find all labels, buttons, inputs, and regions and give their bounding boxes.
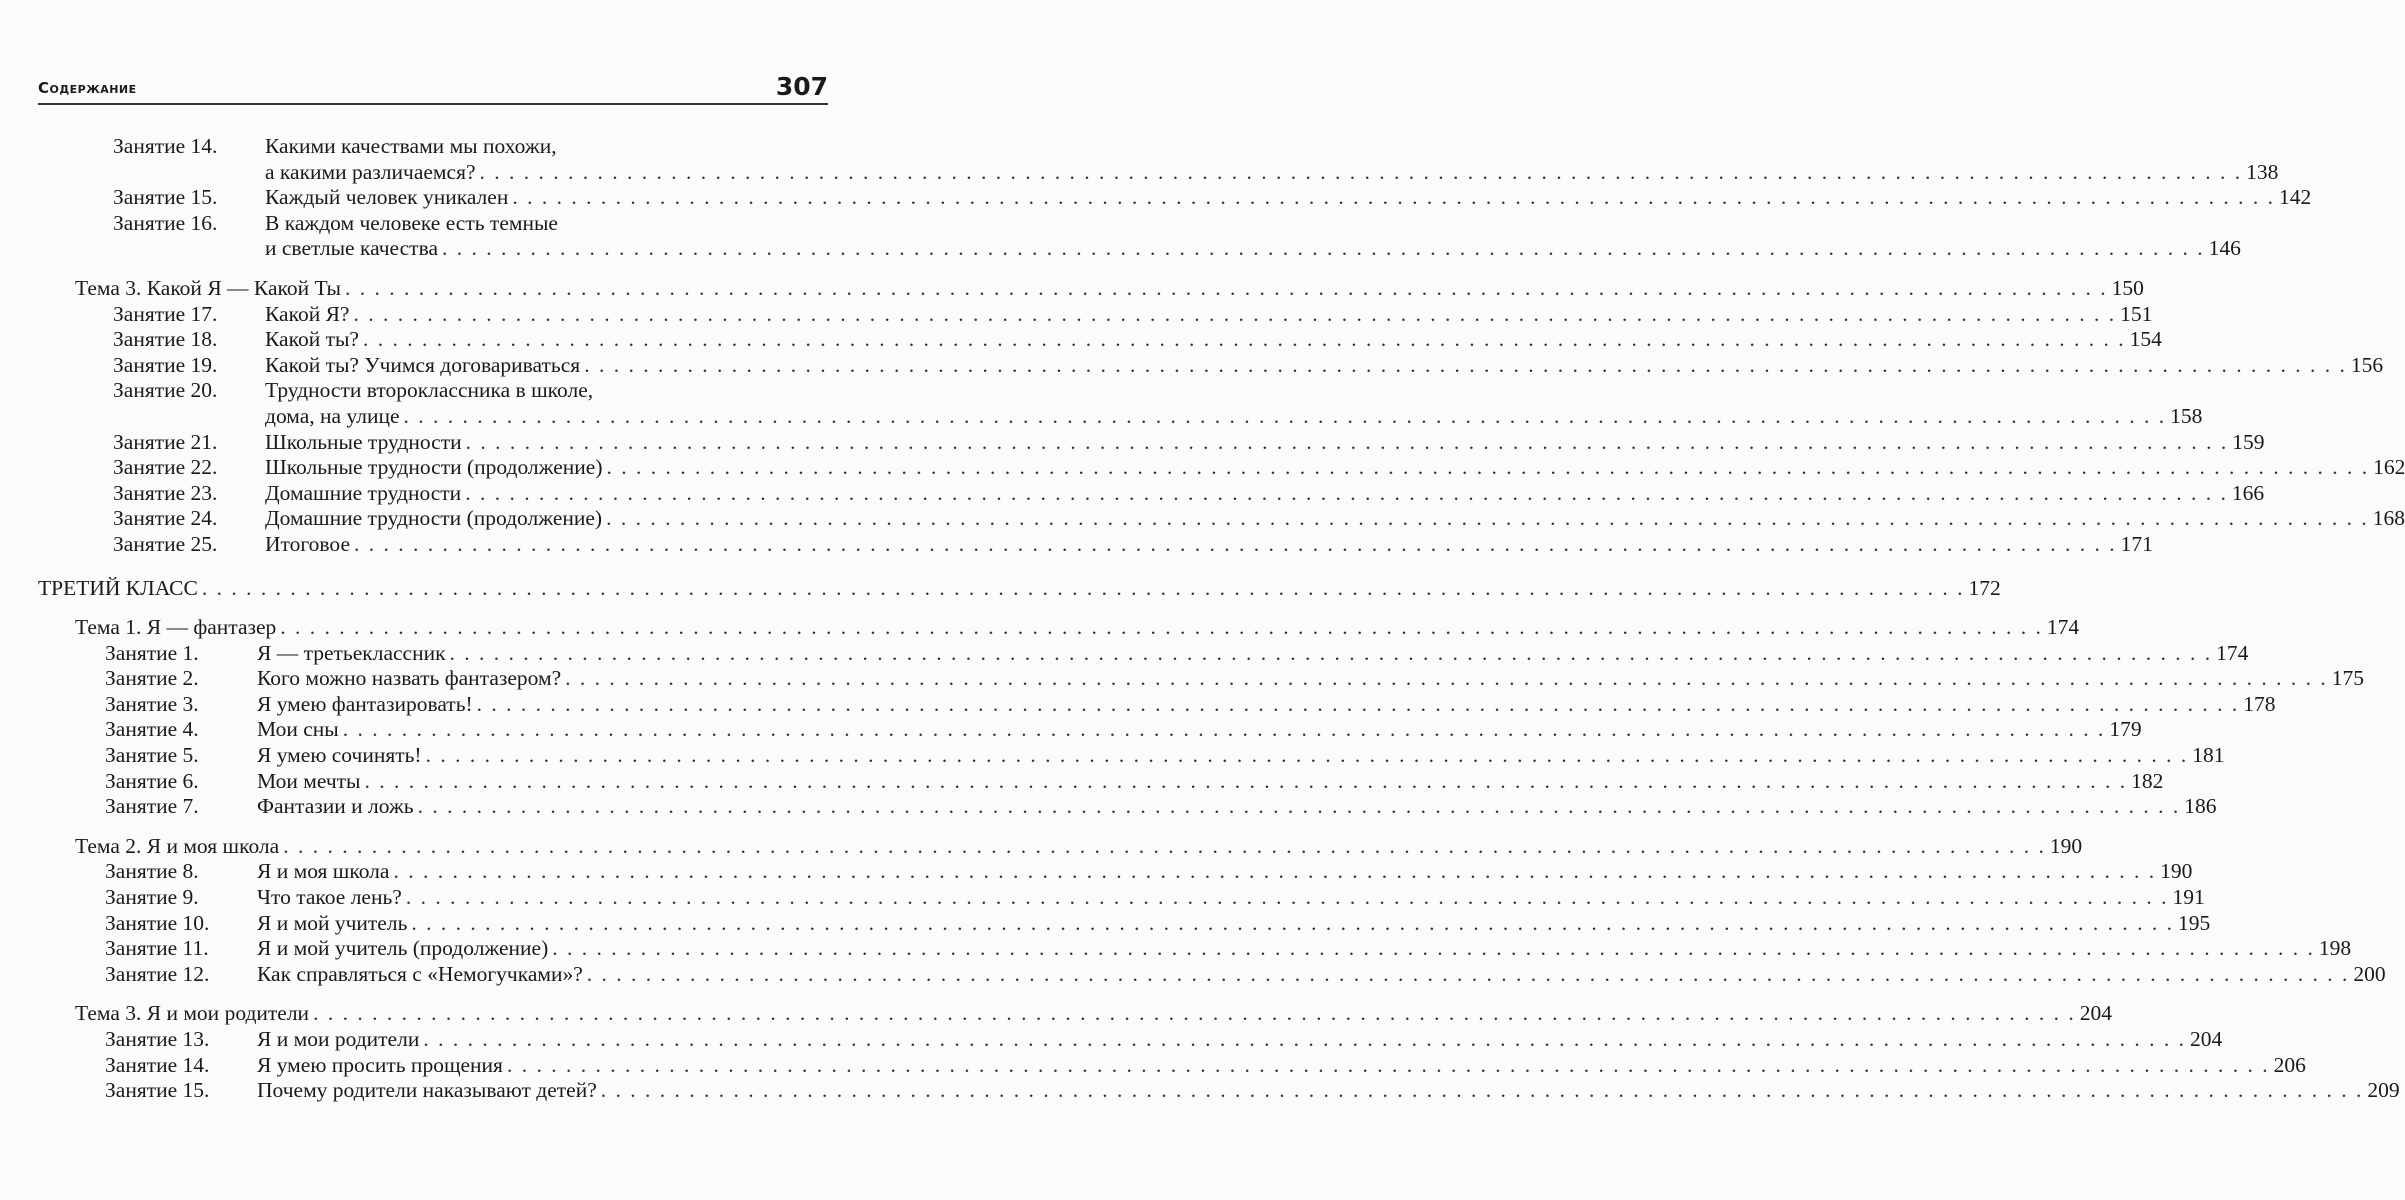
entry-line <box>265 378 825 404</box>
dot-leader: . . . . . . . . . . . . . . . . . . . . . . . . . . . . . . . . . . . . . . . . . . . . . . . . . . . . . . . . . . . . . . . . . . . . . . . . . . . . . . . . . . . . . . . . . . . . . . . . . . . . . . . . . . . . . . . . . . . . . . . . <box>283 833 2046 858</box>
entry-body <box>265 352 2384 379</box>
toc-lesson <box>0 301 2153 328</box>
entry-title: Как справляться с «Немогучками»? <box>257 961 583 986</box>
entry-page: 151 <box>2120 301 2153 326</box>
lesson-number: Занятие 12. <box>105 961 210 986</box>
entry-title: В каждом человеке есть темные <box>265 210 558 235</box>
dot-leader: . . . . . . . . . . . . . . . . . . . . . . . . . . . . . . . . . . . . . . . . . . . . . . . . . . . . . . . . . . . . . . . . . . . . . . . . . . . . . . . . . . . . . . . . . . . . . . . . . . . . . . . . . . . . . . . . . . . . . . . . <box>342 717 2106 742</box>
entry-page: 186 <box>2184 794 2217 819</box>
entry-line <box>265 455 2405 481</box>
entry-body <box>257 1078 2400 1104</box>
entry-title: Я умею просить прощения <box>257 1052 503 1077</box>
dot-leader: . . . . . . . . . . . . . . . . . . . . . . . . . . . . . . . . . . . . . . . . . . . . . . . . . . . . . . . . . . . . . . . . . . . . . . . . . . . . . . . . . . . . . . . . . . . . . . . . . . . . . . . . . . . . . . . . . . . . . . . . <box>345 275 2108 300</box>
toc-lesson <box>0 134 2279 185</box>
entry-body <box>265 301 2153 328</box>
lesson-number: Занятие 6. <box>105 768 199 793</box>
running-header <box>38 72 828 101</box>
entry-page: 174 <box>2216 640 2249 665</box>
entry-title: Какой ты? Учимся договариваться <box>265 352 581 377</box>
lesson-number: Занятие 1. <box>105 640 199 665</box>
dot-leader: . . . . . . . . . . . . . . . . . . . . . . . . . . . . . . . . . . . . . . . . . . . . . . . . . . . . . . . . . . . . . . . . . . . . . . . . . . . . . . . . . . . . . . . . . . . . . . . . . . . . . . . . . . . . . . . . . . . . . . . . <box>586 961 2350 986</box>
entry-title: Итоговое <box>265 531 350 556</box>
entry-title: Школьные трудности <box>265 429 462 454</box>
entry-title: Домашние трудности <box>265 480 462 505</box>
lesson-number: Занятие 7. <box>105 794 199 819</box>
section-title: Содержание <box>38 79 137 97</box>
entry-body <box>265 480 2265 507</box>
entry-page: 206 <box>2273 1052 2306 1077</box>
entry-title: Тема 3. Я и мои родители <box>75 1001 310 1026</box>
entry-page: 159 <box>2232 429 2265 454</box>
entry-line <box>257 794 2217 820</box>
dot-leader: . . . . . . . . . . . . . . . . . . . . . . . . . . . . . . . . . . . . . . . . . . . . . . . . . . . . . . . . . . . . . . . . . . . . . . . . . . . . . . . . . . . . . . . . . . . . . . . . . . . . . . . . . . . . . . . . . . . . . . . . <box>280 615 2043 640</box>
entry-body <box>257 1052 2306 1079</box>
entry-line <box>257 961 2386 988</box>
entry-line <box>265 159 2279 186</box>
toc-lesson <box>0 961 2386 988</box>
entry-title: Какой ты? <box>265 327 359 352</box>
entry-body <box>257 691 2276 718</box>
entry-body <box>75 615 2080 641</box>
toc-lesson <box>0 480 2265 507</box>
dot-leader: . . . . . . . . . . . . . . . . . . . . . . . . . . . . . . . . . . . . . . . . . . . . . . . . . . . . . . . . . . . . . . . . . . . . . . . . . . . . . . . . . . . . . . . . . . . . . . . . . . . . . . . . . . . . . . . . . . . . . . . . <box>479 159 2243 184</box>
entry-title: Какой Я? <box>265 301 350 326</box>
toc-topic <box>0 833 2083 860</box>
dot-leader: . . . . . . . . . . . . . . . . . . . . . . . . . . . . . . . . . . . . . . . . . . . . . . . . . . . . . . . . . . . . . . . . . . . . . . . . . . . . . . . . . . . . . . . . . . . . . . . . . . . . . . . . . . . . . . . . . . . . . . . . <box>411 910 2174 935</box>
entry-title: Фантазии и ложь <box>257 794 414 819</box>
toc-topic <box>0 615 2080 641</box>
entry-page: 168 <box>2372 506 2405 531</box>
toc-lesson <box>0 910 2211 937</box>
toc-lesson <box>0 640 2249 667</box>
lesson-number: Занятие 18. <box>113 327 218 352</box>
entry-body <box>265 327 2162 353</box>
entry-body <box>257 910 2211 937</box>
entry-body <box>75 1001 2112 1027</box>
entry-page: 179 <box>2109 717 2142 742</box>
entry-page: 175 <box>2331 666 2365 691</box>
entry-body <box>265 378 2203 429</box>
entry-line <box>265 301 2153 328</box>
entry-line <box>257 1078 2400 1104</box>
entry-body <box>265 506 2405 532</box>
entry-page: 156 <box>2350 352 2384 377</box>
lesson-number: Занятие 16. <box>113 210 218 235</box>
entry-page: 204 <box>2079 1001 2112 1026</box>
toc-part-heading <box>0 575 2001 602</box>
dot-leader: . . . . . . . . . . . . . . . . . . . . . . . . . . . . . . . . . . . . . . . . . . . . . . . . . . . . . . . . . . . . . . . . . . . . . . . . . . . . . . . . . . . . . . . . . . . . . . . . . . . . . . . . . . . . . . . . . . . . . . . . <box>606 455 2370 480</box>
entry-body <box>265 455 2405 481</box>
dot-leader: . . . . . . . . . . . . . . . . . . . . . . . . . . . . . . . . . . . . . . . . . . . . . . . . . . . . . . . . . . . . . . . . . . . . . . . . . . . . . . . . . . . . . . . . . . . . . . . . . . . . . . . . . . . . . . . . . . . . . . . . <box>201 575 1965 600</box>
toc-lesson <box>0 885 2205 911</box>
toc-lesson <box>0 1078 2400 1104</box>
entry-line <box>257 743 2225 769</box>
lesson-number: Занятие 21. <box>113 429 218 454</box>
toc-topic <box>0 275 2144 302</box>
dot-leader: . . . . . . . . . . . . . . . . . . . . . . . . . . . . . . . . . . . . . . . . . . . . . . . . . . . . . . . . . . . . . . . . . . . . . . . . . . . . . . . . . . . . . . . . . . . . . . . . . . . . . . . . . . . . . . . . . . . . . . . . <box>423 1027 2186 1051</box>
entry-line <box>265 506 2405 532</box>
entry-page: 191 <box>2172 885 2205 910</box>
entry-title: Какими качествами мы похожи, <box>265 134 557 158</box>
entry-line <box>265 327 2162 353</box>
entry-body <box>265 185 2312 211</box>
entry-body <box>75 833 2083 860</box>
entry-title: Я умею сочинять! <box>257 743 422 768</box>
entry-title: Я и мои родители <box>257 1027 420 1051</box>
entry-body <box>265 531 2153 558</box>
dot-leader: . . . . . . . . . . . . . . . . . . . . . . . . . . . . . . . . . . . . . . . . . . . . . . . . . . . . . . . . . . . . . . . . . . . . . . . . . . . . . . . . . . . . . . . . . . . . . . . . . . . . . . . . . . . . . . . . . . . . . . . . <box>476 691 2240 716</box>
entry-body <box>257 885 2205 911</box>
dot-leader: . . . . . . . . . . . . . . . . . . . . . . . . . . . . . . . . . . . . . . . . . . . . . . . . . . . . . . . . . . . . . . . . . . . . . . . . . . . . . . . . . . . . . . . . . . . . . . . . . . . . . . . . . . . . . . . . . . . . . . . . <box>449 640 2213 665</box>
entry-title: Я и моя школа <box>257 859 390 884</box>
entry-body <box>257 666 2365 692</box>
entry-line <box>75 275 2144 302</box>
table-of-contents <box>0 134 2405 1104</box>
entry-line <box>38 575 2001 602</box>
entry-line <box>265 531 2153 558</box>
entry-page: 172 <box>1968 575 2001 600</box>
entry-body <box>75 275 2144 302</box>
entry-page: 190 <box>2160 859 2193 884</box>
toc-lesson <box>0 531 2153 558</box>
dot-leader: . . . . . . . . . . . . . . . . . . . . . . . . . . . . . . . . . . . . . . . . . . . . . . . . . . . . . . . . . . . . . . . . . . . . . . . . . . . . . . . . . . . . . . . . . . . . . . . . . . . . . . . . . . . . . . . . . . . . . . . . <box>600 1078 2364 1103</box>
dot-leader: . . . . . . . . . . . . . . . . . . . . . . . . . . . . . . . . . . . . . . . . . . . . . . . . . . . . . . . . . . . . . . . . . . . . . . . . . . . . . . . . . . . . . . . . . . . . . . . . . . . . . . . . . . . . . . . . . . . . . . . . <box>362 327 2126 352</box>
entry-page: 154 <box>2129 327 2162 352</box>
lesson-number: Занятие 20. <box>113 378 218 403</box>
entry-line <box>257 1027 2223 1053</box>
toc-lesson <box>0 185 2312 211</box>
entry-title: а какими различаемся? <box>265 159 476 184</box>
toc-lesson <box>0 717 2142 743</box>
entry-body <box>257 859 2193 885</box>
dot-leader: . . . . . . . . . . . . . . . . . . . . . . . . . . . . . . . . . . . . . . . . . . . . . . . . . . . . . . . . . . . . . . . . . . . . . . . . . . . . . . . . . . . . . . . . . . . . . . . . . . . . . . . . . . . . . . . . . . . . . . . . <box>353 531 2117 556</box>
toc-lesson <box>0 506 2405 532</box>
entry-page: 181 <box>2192 743 2225 768</box>
lesson-number: Занятие 3. <box>105 691 199 716</box>
dot-leader: . . . . . . . . . . . . . . . . . . . . . . . . . . . . . . . . . . . . . . . . . . . . . . . . . . . . . . . . . . . . . . . . . . . . . . . . . . . . . . . . . . . . . . . . . . . . . . . . . . . . . . . . . . . . . . . . . . . . . . . . <box>364 768 2128 793</box>
lesson-number: Занятие 17. <box>113 301 218 326</box>
entry-line <box>257 910 2211 937</box>
entry-line <box>257 1052 2306 1079</box>
entry-title: Я умею фантазировать! <box>257 691 473 716</box>
toc-lesson <box>0 1027 2223 1053</box>
lesson-number: Занятие 15. <box>105 1078 210 1103</box>
entry-page: 190 <box>2049 833 2083 858</box>
entry-page: 209 <box>2367 1078 2400 1103</box>
dot-leader: . . . . . . . . . . . . . . . . . . . . . . . . . . . . . . . . . . . . . . . . . . . . . . . . . . . . . . . . . . . . . . . . . . . . . . . . . . . . . . . . . . . . . . . . . . . . . . . . . . . . . . . . . . . . . . . . . . . . . . . . <box>465 480 2228 505</box>
toc-lesson <box>0 936 2352 962</box>
lesson-number: Занятие 8. <box>105 859 199 884</box>
entry-page: 178 <box>2243 691 2276 716</box>
entry-body <box>265 210 2241 262</box>
entry-page: 195 <box>2178 910 2211 935</box>
lesson-number: Занятие 14. <box>105 1052 210 1077</box>
entry-line <box>257 666 2365 692</box>
lesson-number: Занятие 9. <box>105 885 199 910</box>
entry-line <box>257 859 2193 885</box>
entry-line <box>257 640 2249 667</box>
entry-title: Тема 1. Я — фантазер <box>75 615 277 640</box>
toc-lesson <box>0 743 2225 769</box>
entry-line <box>257 768 2164 795</box>
lesson-number: Занятие 14. <box>113 134 218 158</box>
dot-leader: . . . . . . . . . . . . . . . . . . . . . . . . . . . . . . . . . . . . . . . . . . . . . . . . . . . . . . . . . . . . . . . . . . . . . . . . . . . . . . . . . . . . . . . . . . . . . . . . . . . . . . . . . . . . . . . . . . . . . . . . <box>584 352 2347 377</box>
toc-lesson <box>0 1052 2306 1079</box>
entry-body <box>257 743 2225 769</box>
entry-title: Тема 2. Я и моя школа <box>75 833 280 858</box>
entry-line <box>265 236 2241 262</box>
entry-body <box>257 768 2164 795</box>
lesson-number: Занятие 24. <box>113 506 218 531</box>
entry-body <box>265 134 2279 185</box>
dot-leader: . . . . . . . . . . . . . . . . . . . . . . . . . . . . . . . . . . . . . . . . . . . . . . . . . . . . . . . . . . . . . . . . . . . . . . . . . . . . . . . . . . . . . . . . . . . . . . . . . . . . . . . . . . . . . . . . . . . . . . . . <box>506 1052 2270 1077</box>
toc-lesson <box>0 794 2217 820</box>
entry-title: и светлые качества <box>265 236 438 261</box>
entry-page: 200 <box>2353 961 2386 986</box>
lesson-number: Занятие 25. <box>113 531 218 556</box>
lesson-number: Занятие 19. <box>113 352 218 377</box>
lesson-number: Занятие 13. <box>105 1027 210 1051</box>
toc-lesson <box>0 429 2265 456</box>
entry-line <box>265 429 2265 456</box>
lesson-number: Занятие 4. <box>105 717 199 742</box>
entry-title: Кого можно назвать фантазером? <box>257 666 562 691</box>
page-number: 307 <box>775 72 828 101</box>
entry-body <box>265 429 2265 456</box>
entry-line <box>265 403 2203 430</box>
toc-lesson <box>0 666 2365 692</box>
entry-body <box>257 794 2217 820</box>
entry-page: 198 <box>2318 936 2352 961</box>
entry-line <box>265 185 2312 211</box>
entry-body <box>257 717 2142 743</box>
entry-title: Мои мечты <box>257 768 361 793</box>
toc-lesson <box>0 768 2164 795</box>
toc-lesson <box>0 352 2384 379</box>
entry-body <box>257 1027 2223 1053</box>
entry-page: 166 <box>2231 480 2265 505</box>
dot-leader: . . . . . . . . . . . . . . . . . . . . . . . . . . . . . . . . . . . . . . . . . . . . . . . . . . . . . . . . . . . . . . . . . . . . . . . . . . . . . . . . . . . . . . . . . . . . . . . . . . . . . . . . . . . . . . . . . . . . . . . . <box>417 794 2181 819</box>
dot-leader: . . . . . . . . . . . . . . . . . . . . . . . . . . . . . . . . . . . . . . . . . . . . . . . . . . . . . . . . . . . . . . . . . . . . . . . . . . . . . . . . . . . . . . . . . . . . . . . . . . . . . . . . . . . . . . . . . . . . . . . . <box>606 506 2369 531</box>
dot-leader: . . . . . . . . . . . . . . . . . . . . . . . . . . . . . . . . . . . . . . . . . . . . . . . . . . . . . . . . . . . . . . . . . . . . . . . . . . . . . . . . . . . . . . . . . . . . . . . . . . . . . . . . . . . . . . . . . . . . . . . . <box>403 403 2167 428</box>
dot-leader: . . . . . . . . . . . . . . . . . . . . . . . . . . . . . . . . . . . . . . . . . . . . . . . . . . . . . . . . . . . . . . . . . . . . . . . . . . . . . . . . . . . . . . . . . . . . . . . . . . . . . . . . . . . . . . . . . . . . . . . . <box>565 666 2328 691</box>
dot-leader: . . . . . . . . . . . . . . . . . . . . . . . . . . . . . . . . . . . . . . . . . . . . . . . . . . . . . . . . . . . . . . . . . . . . . . . . . . . . . . . . . . . . . . . . . . . . . . . . . . . . . . . . . . . . . . . . . . . . . . . . <box>353 301 2117 326</box>
lesson-number: Занятие 11. <box>105 936 209 961</box>
header-rule <box>38 103 828 105</box>
entry-page: 150 <box>2111 275 2144 300</box>
entry-body <box>257 961 2386 988</box>
entry-body <box>257 936 2352 962</box>
entry-line <box>257 885 2205 911</box>
lesson-number: Занятие 10. <box>105 910 210 935</box>
entry-title: Тема 3. Какой Я — Какой Ты <box>75 275 341 300</box>
toc-lesson <box>0 210 2241 262</box>
entry-title: дома, на улице <box>265 403 400 428</box>
entry-title: Трудности второклассника в школе, <box>265 378 594 403</box>
entry-line <box>257 936 2352 962</box>
entry-title: Я — третьеклассник <box>257 640 446 665</box>
entry-title: Мои сны <box>257 717 339 742</box>
entry-title: Почему родители наказывают детей? <box>257 1078 597 1103</box>
toc-lesson <box>0 327 2162 353</box>
lesson-number: Занятие 5. <box>105 743 199 768</box>
entry-line <box>75 615 2080 641</box>
toc-lesson <box>0 691 2276 718</box>
entry-page: 162 <box>2373 455 2405 480</box>
entry-line <box>75 1001 2112 1027</box>
entry-line <box>265 134 825 160</box>
entry-line <box>265 211 825 237</box>
lesson-number: Занятие 2. <box>105 666 199 691</box>
toc-lesson <box>0 378 2203 429</box>
dot-leader: . . . . . . . . . . . . . . . . . . . . . . . . . . . . . . . . . . . . . . . . . . . . . . . . . . . . . . . . . . . . . . . . . . . . . . . . . . . . . . . . . . . . . . . . . . . . . . . . . . . . . . . . . . . . . . . . . . . . . . . . <box>552 936 2315 961</box>
dot-leader: . . . . . . . . . . . . . . . . . . . . . . . . . . . . . . . . . . . . . . . . . . . . . . . . . . . . . . . . . . . . . . . . . . . . . . . . . . . . . . . . . . . . . . . . . . . . . . . . . . . . . . . . . . . . . . . . . . . . . . . . <box>512 185 2275 210</box>
dot-leader: . . . . . . . . . . . . . . . . . . . . . . . . . . . . . . . . . . . . . . . . . . . . . . . . . . . . . . . . . . . . . . . . . . . . . . . . . . . . . . . . . . . . . . . . . . . . . . . . . . . . . . . . . . . . . . . . . . . . . . . . <box>425 743 2189 768</box>
toc-topic <box>0 1001 2112 1027</box>
entry-page: 158 <box>2170 403 2203 428</box>
dot-leader: . . . . . . . . . . . . . . . . . . . . . . . . . . . . . . . . . . . . . . . . . . . . . . . . . . . . . . . . . . . . . . . . . . . . . . . . . . . . . . . . . . . . . . . . . . . . . . . . . . . . . . . . . . . . . . . . . . . . . . . . <box>313 1001 2076 1026</box>
lesson-number: Занятие 23. <box>113 480 218 505</box>
entry-title: Что такое лень? <box>257 885 402 910</box>
entry-page: 146 <box>2208 236 2241 261</box>
entry-page: 204 <box>2189 1027 2223 1051</box>
entry-page: 171 <box>2120 531 2153 556</box>
entry-line <box>257 717 2142 743</box>
entry-title: Я и мой учитель (продолжение) <box>257 936 549 961</box>
entry-body <box>257 640 2249 667</box>
dot-leader: . . . . . . . . . . . . . . . . . . . . . . . . . . . . . . . . . . . . . . . . . . . . . . . . . . . . . . . . . . . . . . . . . . . . . . . . . . . . . . . . . . . . . . . . . . . . . . . . . . . . . . . . . . . . . . . . . . . . . . . . <box>465 429 2229 454</box>
entry-line <box>75 833 2083 860</box>
toc-lesson <box>0 859 2193 885</box>
entry-line <box>265 352 2384 379</box>
entry-title: Я и мой учитель <box>257 910 408 935</box>
entry-page: 138 <box>2246 159 2279 184</box>
dot-leader: . . . . . . . . . . . . . . . . . . . . . . . . . . . . . . . . . . . . . . . . . . . . . . . . . . . . . . . . . . . . . . . . . . . . . . . . . . . . . . . . . . . . . . . . . . . . . . . . . . . . . . . . . . . . . . . . . . . . . . . . <box>405 885 2169 910</box>
entry-page: 174 <box>2046 615 2080 640</box>
lesson-number: Занятие 22. <box>113 455 218 480</box>
lesson-number: Занятие 15. <box>113 185 218 210</box>
entry-body <box>38 575 2001 602</box>
entry-title: Домашние трудности (продолжение) <box>265 506 603 531</box>
entry-page: 182 <box>2131 768 2164 793</box>
entry-title: Школьные трудности (продолжение) <box>265 455 603 480</box>
entry-title: Каждый человек уникален <box>265 185 509 210</box>
toc-lesson <box>0 455 2405 481</box>
dot-leader: . . . . . . . . . . . . . . . . . . . . . . . . . . . . . . . . . . . . . . . . . . . . . . . . . . . . . . . . . . . . . . . . . . . . . . . . . . . . . . . . . . . . . . . . . . . . . . . . . . . . . . . . . . . . . . . . . . . . . . . . <box>393 859 2157 884</box>
entry-line <box>257 691 2276 718</box>
entry-page: 142 <box>2278 185 2312 210</box>
entry-line <box>265 480 2265 507</box>
entry-title: ТРЕТИЙ КЛАСС <box>38 575 198 600</box>
dot-leader: . . . . . . . . . . . . . . . . . . . . . . . . . . . . . . . . . . . . . . . . . . . . . . . . . . . . . . . . . . . . . . . . . . . . . . . . . . . . . . . . . . . . . . . . . . . . . . . . . . . . . . . . . . . . . . . . . . . . . . . . <box>442 236 2205 261</box>
